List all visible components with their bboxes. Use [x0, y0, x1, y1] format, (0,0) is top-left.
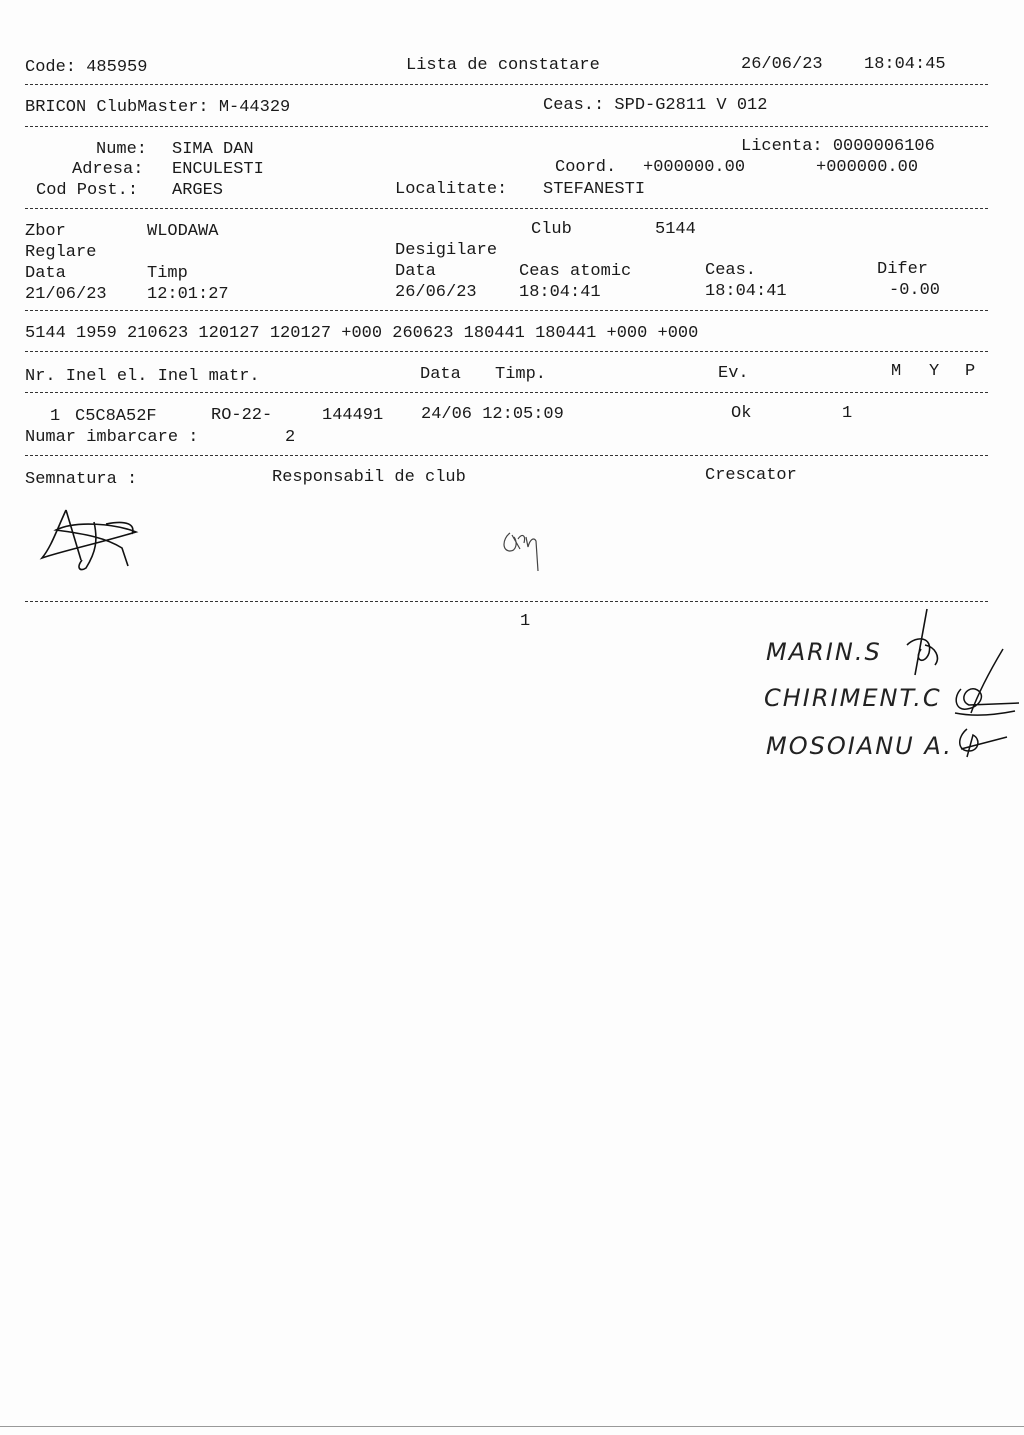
atomic-time: 18:04:41 [519, 283, 601, 302]
m-value: 1 [842, 404, 853, 423]
separator [25, 351, 988, 352]
atomic-clock-label: Ceas atomic [519, 262, 632, 281]
separator [25, 310, 988, 311]
breeder-label: Crescator [705, 466, 797, 485]
document-title: Lista de constatare [406, 56, 600, 75]
committee-signatures [895, 605, 1020, 765]
handwritten-name-3: MOSOIANU A. [766, 732, 953, 760]
club-label: Club [531, 220, 572, 239]
col-header-ev: Ev. [718, 364, 749, 383]
coord-x: +000000.00 [643, 158, 746, 177]
boarding-label: Numar imbarcare : [25, 428, 199, 447]
coord-y: +000000.00 [816, 158, 919, 177]
arrival-datetime: 24/06 12:05:09 [421, 405, 564, 424]
name-label: Nume: [96, 140, 148, 159]
desig-date: 26/06/23 [395, 283, 477, 302]
postal-label: Cod Post.: [36, 181, 139, 200]
address-label: Adresa: [72, 160, 144, 179]
locality-value: STEFANESTI [543, 180, 646, 199]
owner-address: ENCULESTI [172, 160, 264, 179]
handwritten-name-1: MARIN.S [766, 638, 882, 666]
clock-time: 18:04:41 [705, 282, 787, 301]
club-manager-label: Responsabil de club [272, 468, 466, 487]
signature-label: Semnatura : [25, 470, 138, 489]
handwritten-name-2: CHIRIMENT.C [764, 684, 942, 712]
page-number: 1 [520, 612, 531, 631]
ring-number: 144491 [322, 406, 384, 425]
desigilare-label: Desigilare [395, 241, 498, 260]
desig-date-label: Data [395, 262, 436, 281]
document-code: Code: 485959 [25, 58, 148, 77]
col-header-date: Data [420, 365, 461, 384]
separator [25, 84, 988, 85]
licence-number: Licenta: 0000006106 [741, 137, 935, 156]
clock-model: Ceas.: SPD-G2811 V 012 [543, 96, 768, 115]
clock-label: Ceas. [705, 261, 757, 280]
difference-value: -0.00 [889, 281, 941, 300]
page-edge [0, 1426, 1024, 1427]
separator [25, 392, 988, 393]
separator [25, 455, 988, 456]
coord-label: Coord. [555, 158, 617, 177]
difference-label: Difer [877, 260, 929, 279]
reglare-date-label: Data [25, 264, 66, 283]
signature-2 [498, 525, 546, 575]
electronic-ring: C5C8A52F [75, 407, 157, 426]
separator [25, 208, 988, 209]
event-status: Ok [731, 404, 752, 423]
club-value: 5144 [655, 220, 696, 239]
col-header-y: Y [929, 362, 940, 381]
raw-data-line: 5144 1959 210623 120127 120127 +000 260623 180441 180441 +000 +000 [25, 324, 699, 343]
separator [25, 126, 988, 127]
header-time: 18:04:45 [864, 55, 946, 74]
separator [25, 601, 988, 602]
locality-label: Localitate: [395, 180, 508, 199]
signature-1 [36, 502, 146, 577]
zbor-label: Zbor [25, 222, 66, 241]
col-header-m: M [891, 362, 902, 381]
reglare-time: 12:01:27 [147, 285, 229, 304]
app-version: BRICON ClubMaster: M-44329 [25, 98, 291, 117]
ring-prefix: RO-22- [211, 406, 273, 425]
owner-name: SIMA DAN [172, 140, 254, 159]
row-number: 1 [50, 407, 61, 426]
header-date: 26/06/23 [741, 55, 823, 74]
reglare-date: 21/06/23 [25, 285, 107, 304]
zbor-value: WLODAWA [147, 222, 219, 241]
boarding-value: 2 [285, 428, 296, 447]
reglare-label: Reglare [25, 243, 97, 262]
col-header-p: P [965, 362, 976, 381]
reglare-time-label: Timp [147, 264, 188, 283]
col-header-rings: Nr. Inel el. Inel matr. [25, 367, 260, 386]
col-header-time: Timp. [495, 365, 547, 384]
postal-value: ARGES [172, 181, 224, 200]
